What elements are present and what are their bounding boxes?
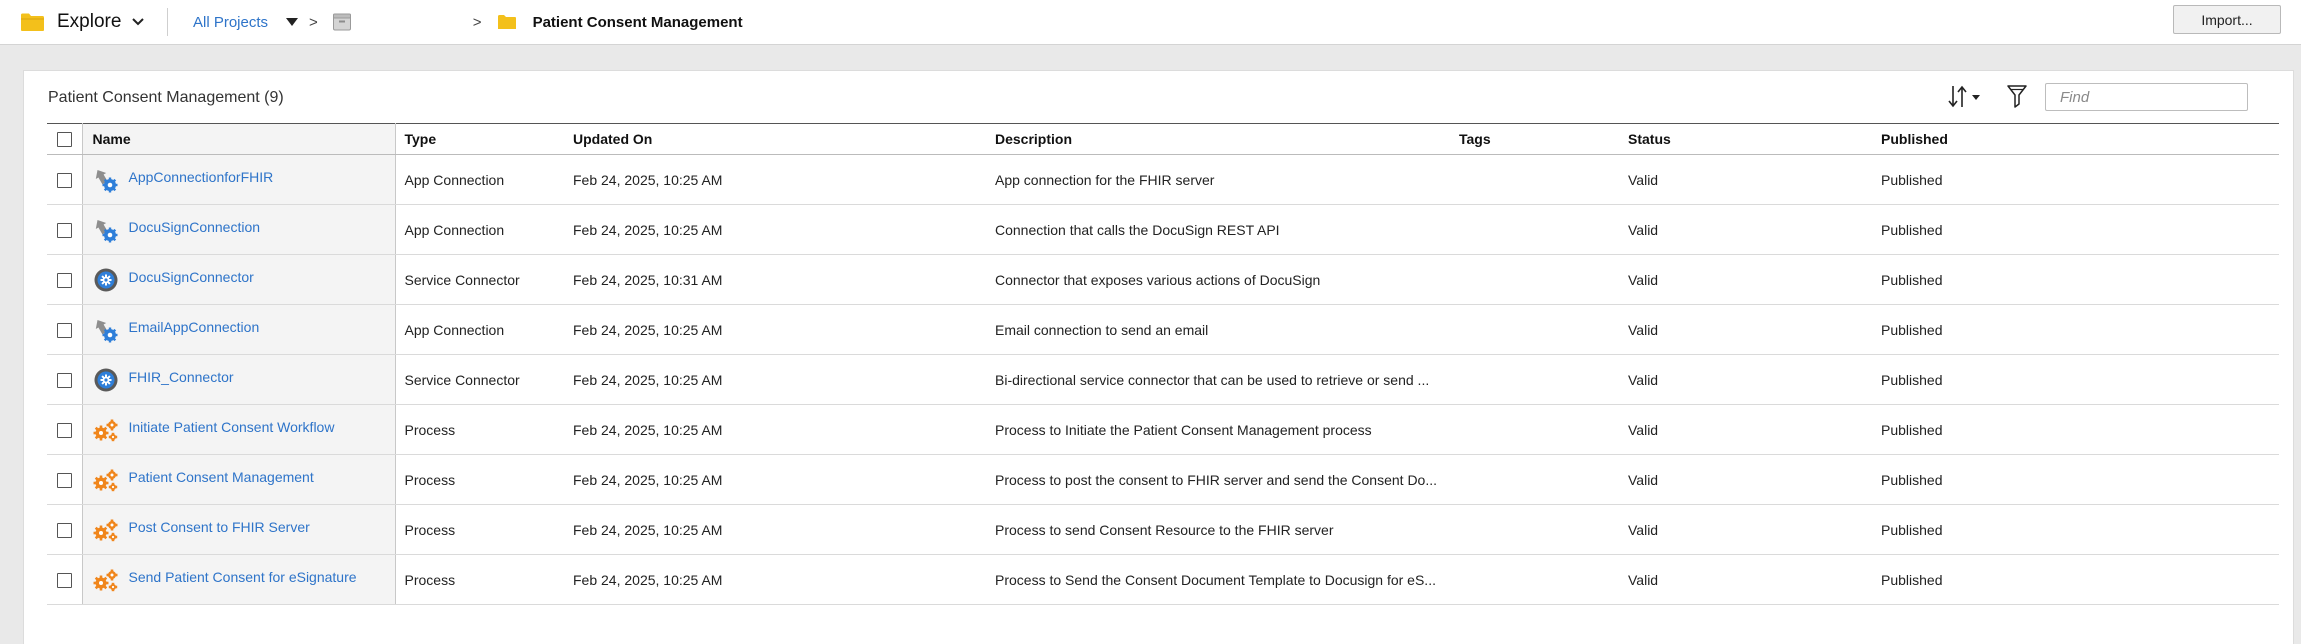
- updated-on-cell: Feb 24, 2025, 10:25 AM: [564, 155, 986, 205]
- app-connection-icon: [93, 167, 119, 193]
- content-panel: [23, 70, 2294, 644]
- updated-on-cell: Feb 24, 2025, 10:25 AM: [564, 455, 986, 505]
- process-icon: [93, 517, 119, 543]
- row-checkbox[interactable]: [57, 523, 72, 538]
- row-checkbox[interactable]: [57, 273, 72, 288]
- description-cell: Process to Send the Consent Document Template to Docusign for eS...: [986, 555, 1450, 605]
- status-cell: Valid: [1619, 555, 1872, 605]
- explore-title: Explore: [57, 11, 122, 32]
- asset-name-link[interactable]: Send Patient Consent for eSignature: [128, 568, 357, 585]
- status-cell: Valid: [1619, 405, 1872, 455]
- import-button[interactable]: Import...: [2173, 5, 2281, 34]
- type-cell: App Connection: [395, 205, 564, 255]
- assets-table: [47, 123, 2279, 605]
- description-cell: Bi-directional service connector that can be used to retrieve or send ...: [986, 355, 1450, 405]
- column-header-name[interactable]: Name: [82, 124, 395, 155]
- sort-icon[interactable]: [1947, 82, 1987, 112]
- published-cell: Published: [1872, 505, 2279, 555]
- select-all-checkbox[interactable]: [57, 132, 72, 147]
- status-cell: Valid: [1619, 205, 1872, 255]
- description-cell: Connection that calls the DocuSign REST API: [986, 205, 1450, 255]
- asset-name-link[interactable]: Patient Consent Management: [128, 468, 314, 485]
- table-row[interactable]: [47, 405, 2279, 455]
- asset-name-link[interactable]: DocuSignConnection: [128, 218, 261, 235]
- description-cell: Process to Initiate the Patient Consent Management process: [986, 405, 1450, 455]
- published-cell: Published: [1872, 355, 2279, 405]
- table-row[interactable]: [47, 455, 2279, 505]
- type-cell: App Connection: [395, 305, 564, 355]
- updated-on-cell: Feb 24, 2025, 10:31 AM: [564, 255, 986, 305]
- status-cell: Valid: [1619, 305, 1872, 355]
- name-cell: [82, 355, 395, 405]
- published-cell: Published: [1872, 455, 2279, 505]
- table-header-row: [47, 124, 2279, 155]
- published-cell: Published: [1872, 205, 2279, 255]
- type-cell: App Connection: [395, 155, 564, 205]
- asset-name-link[interactable]: Post Consent to FHIR Server: [128, 518, 310, 535]
- chevron-down-icon[interactable]: [131, 17, 145, 27]
- published-cell: Published: [1872, 405, 2279, 455]
- top-bar: [0, 0, 2301, 45]
- description-cell: Connector that exposes various actions of DocuSign: [986, 255, 1450, 305]
- name-cell: [82, 505, 395, 555]
- type-cell: Process: [395, 555, 564, 605]
- description-cell: App connection for the FHIR server: [986, 155, 1450, 205]
- select-all-cell: [47, 124, 82, 155]
- row-select-cell: [47, 505, 82, 555]
- column-header-type[interactable]: Type: [395, 124, 564, 155]
- type-cell: Service Connector: [395, 355, 564, 405]
- table-row[interactable]: [47, 205, 2279, 255]
- updated-on-cell: Feb 24, 2025, 10:25 AM: [564, 205, 986, 255]
- row-select-cell: [47, 455, 82, 505]
- breadcrumb-separator: >: [472, 13, 482, 31]
- asset-name-link[interactable]: EmailAppConnection: [128, 318, 260, 335]
- tags-cell: [1450, 505, 1619, 555]
- description-cell: Process to send Consent Resource to the FHIR server: [986, 505, 1450, 555]
- app-connection-icon: [93, 217, 119, 243]
- type-cell: Service Connector: [395, 255, 564, 305]
- process-icon: [93, 567, 119, 593]
- row-checkbox[interactable]: [57, 323, 72, 338]
- row-checkbox[interactable]: [57, 373, 72, 388]
- row-checkbox[interactable]: [57, 473, 72, 488]
- table-row[interactable]: [47, 155, 2279, 205]
- filter-icon[interactable]: [2006, 83, 2028, 109]
- updated-on-cell: Feb 24, 2025, 10:25 AM: [564, 555, 986, 605]
- table-row[interactable]: [47, 505, 2279, 555]
- description-cell: Email connection to send an email: [986, 305, 1450, 355]
- published-cell: Published: [1872, 255, 2279, 305]
- tags-cell: [1450, 255, 1619, 305]
- published-cell: Published: [1872, 305, 2279, 355]
- table-row[interactable]: [47, 305, 2279, 355]
- status-cell: Valid: [1619, 505, 1872, 555]
- row-checkbox[interactable]: [57, 573, 72, 588]
- description-cell: Process to post the consent to FHIR server and send the Consent Do...: [986, 455, 1450, 505]
- type-cell: Process: [395, 455, 564, 505]
- row-select-cell: [47, 255, 82, 305]
- project-icon[interactable]: [332, 12, 352, 32]
- tags-cell: [1450, 455, 1619, 505]
- status-cell: Valid: [1619, 355, 1872, 405]
- breadcrumb: [193, 9, 743, 35]
- folder-icon: [497, 14, 517, 30]
- name-cell: [82, 405, 395, 455]
- tags-cell: [1450, 155, 1619, 205]
- status-cell: Valid: [1619, 255, 1872, 305]
- asset-name-link[interactable]: Initiate Patient Consent Workflow: [128, 418, 335, 435]
- tags-cell: [1450, 305, 1619, 355]
- app-connection-icon: [93, 317, 119, 343]
- asset-name-link[interactable]: DocuSignConnector: [128, 268, 254, 285]
- row-select-cell: [47, 205, 82, 255]
- column-header-updated-on[interactable]: Updated On: [564, 124, 986, 155]
- caret-down-icon[interactable]: [286, 18, 298, 27]
- name-cell: [82, 455, 395, 505]
- column-header-tags[interactable]: Tags: [1450, 124, 1619, 155]
- tags-cell: [1450, 355, 1619, 405]
- updated-on-cell: Feb 24, 2025, 10:25 AM: [564, 305, 986, 355]
- table-row[interactable]: [47, 555, 2279, 605]
- published-cell: Published: [1872, 155, 2279, 205]
- row-checkbox[interactable]: [57, 223, 72, 238]
- folder-icon: [20, 12, 45, 32]
- table-row[interactable]: [47, 355, 2279, 405]
- breadcrumb-current: Patient Consent Management: [532, 13, 743, 31]
- row-select-cell: [47, 305, 82, 355]
- service-connector-icon: [93, 367, 119, 393]
- name-cell: [82, 255, 395, 305]
- column-header-description[interactable]: Description: [986, 124, 1450, 155]
- tags-cell: [1450, 555, 1619, 605]
- name-cell: [82, 155, 395, 205]
- updated-on-cell: Feb 24, 2025, 10:25 AM: [564, 505, 986, 555]
- process-icon: [93, 417, 119, 443]
- tags-cell: [1450, 205, 1619, 255]
- status-cell: Valid: [1619, 155, 1872, 205]
- name-cell: [82, 555, 395, 605]
- row-select-cell: [47, 155, 82, 205]
- asset-name-link[interactable]: FHIR_Connector: [128, 368, 234, 385]
- type-cell: Process: [395, 505, 564, 555]
- column-header-status[interactable]: Status: [1619, 124, 1872, 155]
- updated-on-cell: Feb 24, 2025, 10:25 AM: [564, 355, 986, 405]
- breadcrumb-separator: >: [309, 13, 318, 31]
- tags-cell: [1450, 405, 1619, 455]
- column-header-published[interactable]: Published: [1872, 124, 2279, 155]
- row-checkbox[interactable]: [57, 173, 72, 188]
- row-select-cell: [47, 555, 82, 605]
- find-input[interactable]: [2045, 83, 2248, 111]
- row-select-cell: [47, 405, 82, 455]
- explore-menu[interactable]: [20, 8, 145, 36]
- process-icon: [93, 467, 119, 493]
- row-checkbox[interactable]: [57, 423, 72, 438]
- breadcrumb-all-projects[interactable]: All Projects: [193, 13, 269, 31]
- table-row[interactable]: [47, 255, 2279, 305]
- row-select-cell: [47, 355, 82, 405]
- name-cell: [82, 305, 395, 355]
- published-cell: Published: [1872, 555, 2279, 605]
- asset-name-link[interactable]: AppConnectionforFHIR: [128, 168, 274, 185]
- updated-on-cell: Feb 24, 2025, 10:25 AM: [564, 405, 986, 455]
- type-cell: Process: [395, 405, 564, 455]
- header-divider: [167, 8, 168, 36]
- name-cell: [82, 205, 395, 255]
- service-connector-icon: [93, 267, 119, 293]
- status-cell: Valid: [1619, 455, 1872, 505]
- panel-title: Patient Consent Management (9): [48, 89, 284, 106]
